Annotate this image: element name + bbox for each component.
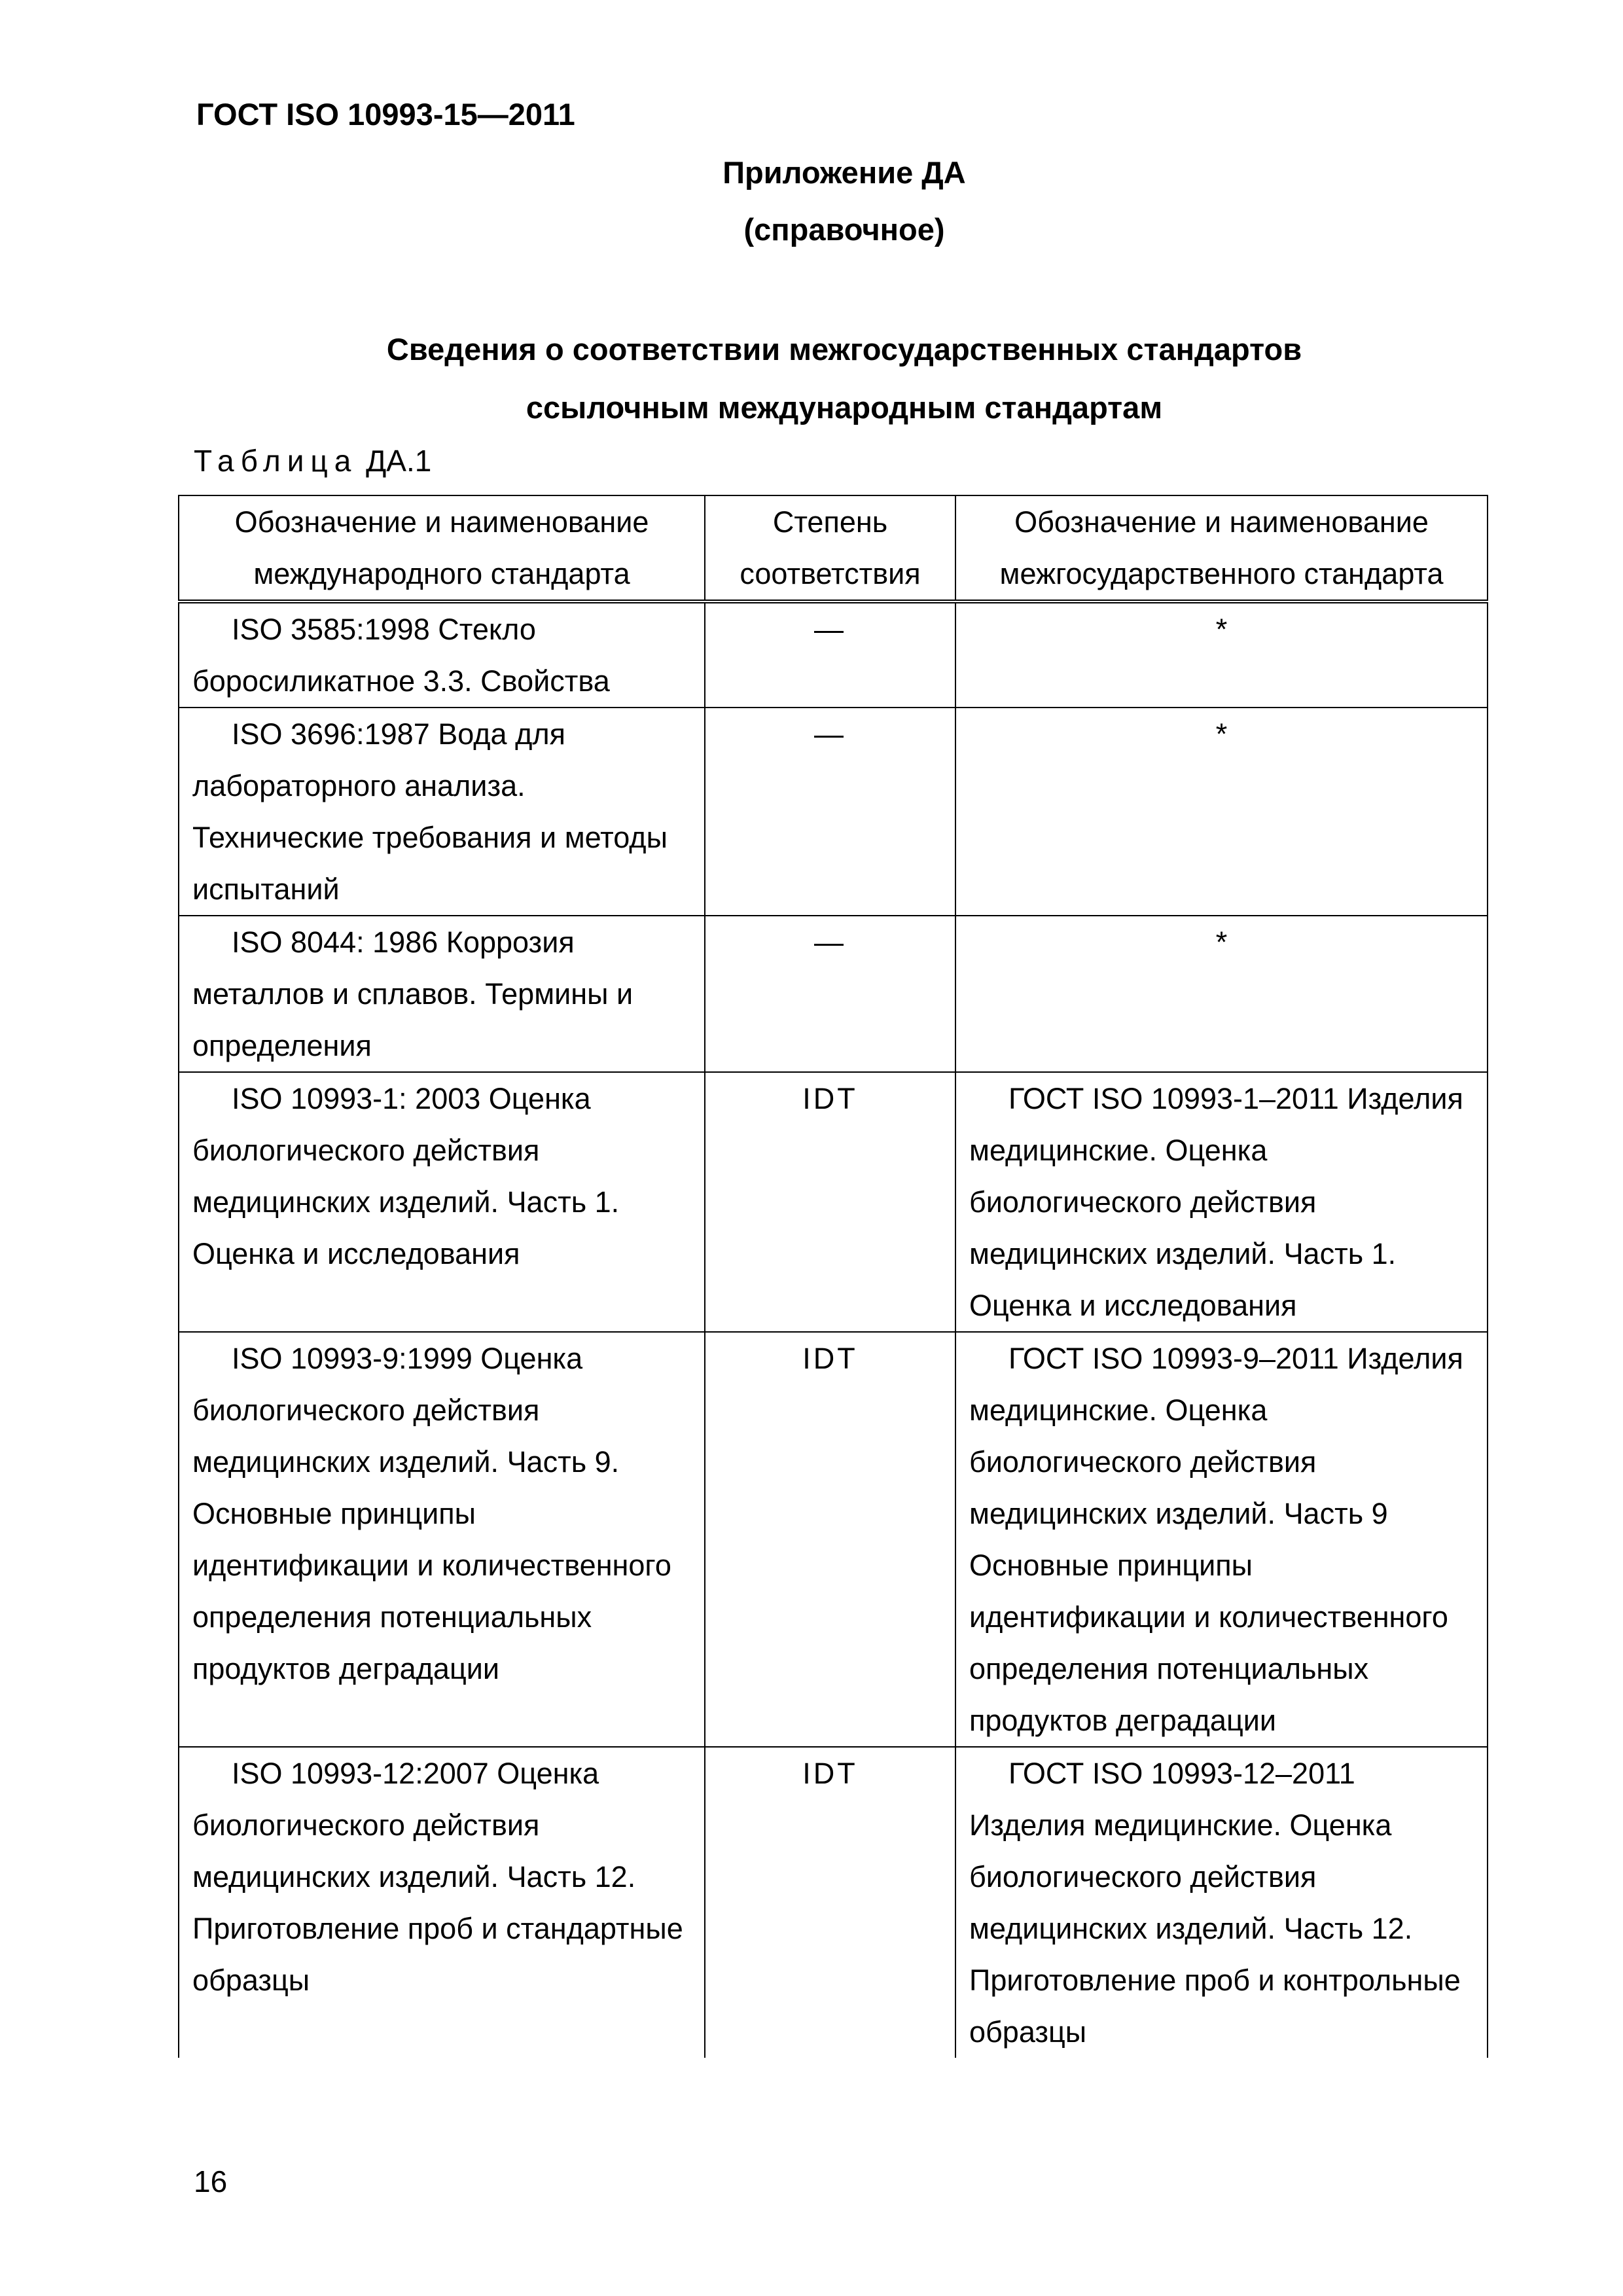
header-interstate-standard: Обозначение и наименование межгосударственного стандарта: [955, 495, 1488, 601]
international-standard-cell: ISO 10993-12:2007 Оценка биологического действия медицинских изделий. Часть 12. Приготовление проб и стандартные образцы: [179, 1747, 705, 2058]
table-label-word: Таблица: [194, 444, 358, 478]
page-number: 16: [194, 2164, 228, 2198]
international-standard-cell: ISO 3585:1998 Стекло боросиликатное 3.3. Свойства: [179, 601, 705, 708]
interstate-standard-cell: *: [955, 916, 1488, 1072]
table-row: [179, 1332, 1488, 1747]
international-standard-cell: ISO 10993-1: 2003 Оценка биологического действия медицинских изделий. Часть 1. Оценка и исследования: [179, 1072, 705, 1332]
degree-cell: IDT: [705, 1332, 955, 1747]
standards-correspondence-table: [178, 495, 1488, 2058]
interstate-standard-cell: *: [955, 708, 1488, 916]
international-standard-cell: ISO 8044: 1986 Коррозия металлов и сплавов. Термины и определения: [179, 916, 705, 1072]
annex-subtitle: (справочное): [743, 212, 945, 247]
header-international-standard: Обозначение и наименование международного стандарта: [179, 495, 705, 601]
table-row: [179, 1072, 1488, 1332]
interstate-standard-cell: ГОСТ ISO 10993-1–2011 Изделия медицинские. Оценка биологического действия медицинских изделий. Часть 1. Оценка и исследования: [955, 1072, 1488, 1332]
degree-cell: IDT: [705, 1747, 955, 2058]
document-code: ГОСТ ISO 10993-15—2011: [196, 97, 575, 132]
international-standard-cell: ISO 3696:1987 Вода для лабораторного анализа. Технические требования и методы испытаний: [179, 708, 705, 916]
table-row: [179, 708, 1488, 916]
table-row: [179, 601, 1488, 708]
international-standard-cell: ISO 10993-9:1999 Оценка биологического действия медицинских изделий. Часть 9. Основные принципы идентификации и количественного определения потенциальных продуктов деградации: [179, 1332, 705, 1747]
table-label: [194, 438, 431, 484]
section-title-line-2: ссылочным международным стандартам: [526, 390, 1163, 425]
table-row: [179, 1747, 1488, 2058]
degree-cell: —: [705, 601, 955, 708]
interstate-standard-cell: *: [955, 601, 1488, 708]
interstate-standard-cell: ГОСТ ISO 10993-12–2011 Изделия медицинские. Оценка биологического действия медицинских изделий. Часть 12. Приготовление проб и контрольные образцы: [955, 1747, 1488, 2058]
annex-title: Приложение ДА: [722, 155, 966, 190]
degree-cell: —: [705, 708, 955, 916]
table-header-row: [179, 495, 1488, 601]
degree-cell: IDT: [705, 1072, 955, 1332]
degree-cell: —: [705, 916, 955, 1072]
table-row: [179, 916, 1488, 1072]
section-title-line-1: Сведения о соответствии межгосударственных стандартов: [386, 332, 1302, 367]
header-degree-of-correspondence: Степень соответствия: [705, 495, 955, 601]
table-label-number: ДА.1: [366, 444, 432, 478]
interstate-standard-cell: ГОСТ ISO 10993-9–2011 Изделия медицинские. Оценка биологического действия медицинских изделий. Часть 9 Основные принципы идентификации и количественного определения потенциальных продуктов деградации: [955, 1332, 1488, 1747]
